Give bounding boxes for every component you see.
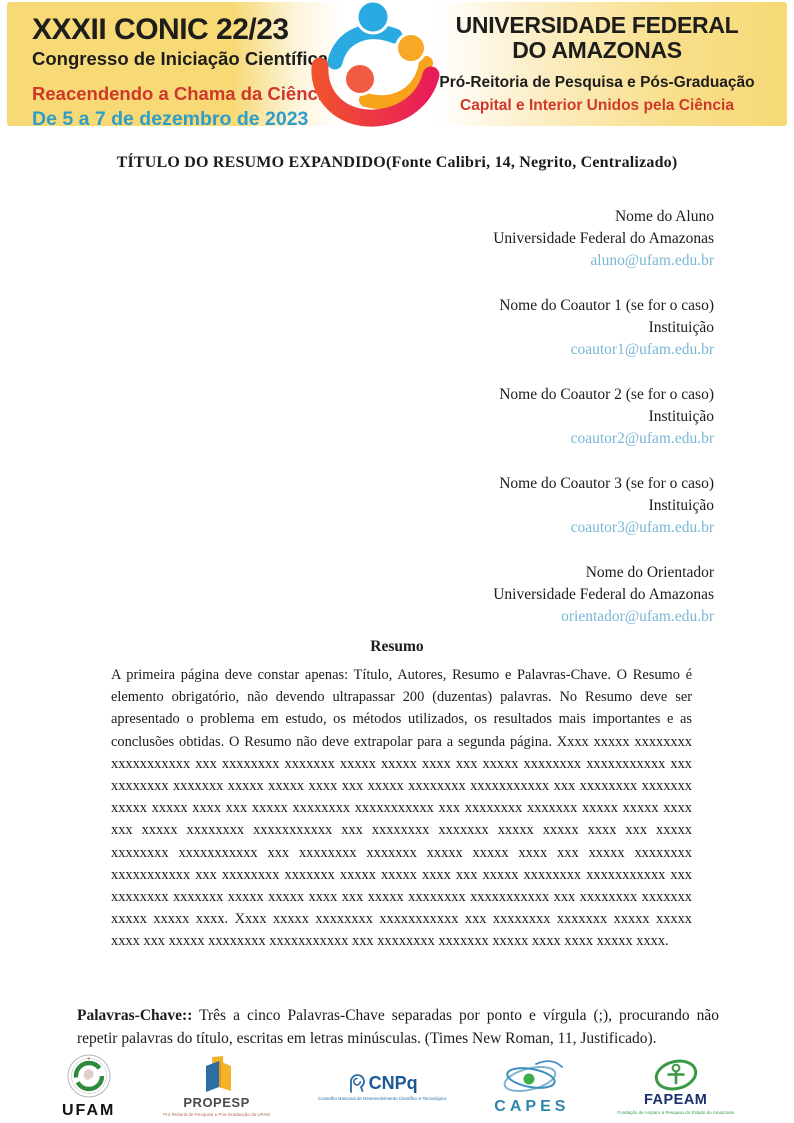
fapeam-person-icon [652, 1059, 700, 1091]
cnpq-logo-sublabel: Conselho Nacional de Desenvolvimento Científico e Tecnológico [317, 1095, 447, 1101]
conic-subtitle: Congresso de Iniciação Científica [32, 48, 329, 69]
fapeam-logo-sublabel: Fundação de Amparo à Pesquisa do Estado do Amazonas [617, 1109, 734, 1115]
propesp-logo-sublabel: Pró-Reitoria de Pesquisa e Pós-Graduação da UFAM [163, 1112, 270, 1118]
conic-title: XXXII CONIC 22/23 [32, 13, 289, 46]
banner-right-block [429, 13, 765, 115]
resumo-paragraph: A primeira página deve constar apenas: Título, Autores, Resumo e Palavras-Chave. O Resumo é elemento obrigatório, não devendo ultrapassar 200 (duzentas) palavras. No Resumo deve ser apresentado o problema em estudo, os métodos utilizados, os resultados mais importantes e as conclusões obtidas. O Resumo não deve extrapolar para a segunda página. Xxxx xxxxx xxxxxxxx xxxxxxxxxxx xxx xxxxxxxx xxxxxxx xxxxx xxxxx xxxx xxx xxxxx xxxxxxxx xxxxxxxxxxx xxx xxxxxxxx xxxxxxx xxxxx xxxxx xxxx xxx xxxxx xxxxxxxx xxxxxxxxxxx xxx xxxxxxxx xxxxxxx xxxxx xxxxx xxxx xxx xxxxx xxxxxxxx xxxxxxxxxxx xxx xxxxxxxx xxxxxxx xxxxx xxxxx xxxx xxx xxxxx xxxxxxxx xxxxxxxxxxx xxx xxxxxxxx xxxxxxx xxxxx xxxxx xxxx xxx xxxxx xxxxxxxx xxxxxxxxxxx xxx xxxxxxxx xxxxxxx xxxxx xxxxx xxxx xxx xxxxx xxxxxxxx xxxxxxxxxxx xxx xxxxxxxx xxxxxxx xxxxx xxxxx xxxx xxx xxxxx xxxxxxxx xxxxxxxxxxx xxx xxxxxxxx xxxxxxx xxxxx xxxxx xxxx xxx xxxxx xxxxxxxx xxxxxxxxxxx xxx xxxxxxxx xxxxxxx xxxxx xxxxx xxxx. Xxxx xxxxx xxxxxxxx xxxxxxxxxxx xxx xxxxxxxx xxxxxxx xxxxx xxxxx xxxx xxx xxxxx xxxxxxxx xxxxxxxxxxx xxx xxxxxxxx xxxxxxx xxxxx xxxx xxxx xxxxx xxxx. [111, 667, 692, 950]
author-affiliation: Instituição [648, 319, 714, 336]
author-email [493, 250, 714, 272]
author-name: Nome do Coautor 1 (se for o caso) [499, 297, 714, 314]
author-affiliation: Instituição [648, 408, 714, 425]
cnpq-wordmark [347, 1073, 418, 1094]
keywords-paragraph [77, 1004, 719, 1050]
capes-logo-label: CAPES [494, 1097, 570, 1115]
author-affiliation: Instituição [648, 497, 714, 514]
keywords-text: Três a cinco Palavras-Chave separadas por ponto e vírgula (;), procurando não repetir palavras do título, escritas em letras minúsculas. (Times New Roman, 11, Justificado). [77, 1007, 719, 1047]
author-email [493, 517, 714, 539]
author-name: Nome do Orientador [585, 564, 714, 581]
author-email [493, 606, 714, 628]
author-email [493, 428, 714, 450]
ufam-logo-label: UFAM [62, 1102, 116, 1119]
authors-section [493, 206, 714, 651]
prorectory-line: Pró-Reitoria de Pesquisa e Pós-Graduação [439, 74, 755, 91]
conference-banner [7, 2, 787, 130]
author-name: Nome do Coautor 3 (se for o caso) [499, 475, 714, 492]
university-name-line2: DO AMAZONAS [512, 37, 682, 63]
banner-left-block [32, 13, 333, 131]
fapeam-logo-label: FAPEAM [643, 1091, 708, 1108]
author-email-link[interactable]: coautor3@ufam.edu.br [570, 519, 714, 536]
author-block-coautor2 [493, 384, 714, 450]
conic-people-logo-icon [309, 0, 441, 132]
propesp-book-icon [197, 1056, 237, 1094]
cnpq-logo [318, 1073, 447, 1102]
conic-tagline: Reacendendo a Chama da Ciência [32, 83, 334, 104]
author-name: Nome do Coautor 2 (se for o caso) [499, 386, 714, 403]
conic-dates: De 5 a 7 de dezembro de 2023 [32, 108, 309, 130]
propesp-logo-label: PROPESP [183, 1095, 250, 1111]
author-block-aluno [493, 206, 714, 272]
cnpq-head-icon [347, 1073, 367, 1093]
author-block-coautor1 [493, 295, 714, 361]
page-title: TÍTULO DO RESUMO EXPANDIDO(Fonte Calibri, 14, Negrito, Centralizado) [116, 154, 678, 171]
sponsor-logos-footer [62, 1056, 734, 1118]
capes-logo [494, 1059, 569, 1116]
keywords-label: Palavras-Chave:: [77, 1007, 193, 1024]
author-email-link[interactable]: coautor1@ufam.edu.br [570, 341, 714, 358]
author-affiliation: Universidade Federal do Amazonas [493, 230, 714, 247]
capes-orbits-icon [500, 1059, 564, 1097]
author-name: Nome do Aluno [614, 208, 714, 225]
university-name-line1: UNIVERSIDADE FEDERAL [455, 12, 739, 38]
author-email-link[interactable]: orientador@ufam.edu.br [561, 608, 714, 625]
author-block-orientador [493, 562, 714, 628]
fapeam-logo [617, 1059, 734, 1116]
author-affiliation: Universidade Federal do Amazonas [493, 586, 714, 603]
propesp-logo [163, 1056, 270, 1118]
resumo-heading: Resumo [370, 638, 424, 655]
author-block-coautor3 [493, 473, 714, 539]
author-email [493, 339, 714, 361]
ufam-seal-icon [65, 1054, 113, 1100]
author-email-link[interactable]: coautor2@ufam.edu.br [570, 430, 714, 447]
cnpq-logo-label: CNPq [368, 1072, 418, 1093]
ufam-logo [62, 1054, 115, 1120]
motto-line: Capital e Interior Unidos pela Ciência [460, 97, 734, 114]
author-email-link[interactable]: aluno@ufam.edu.br [590, 252, 714, 269]
